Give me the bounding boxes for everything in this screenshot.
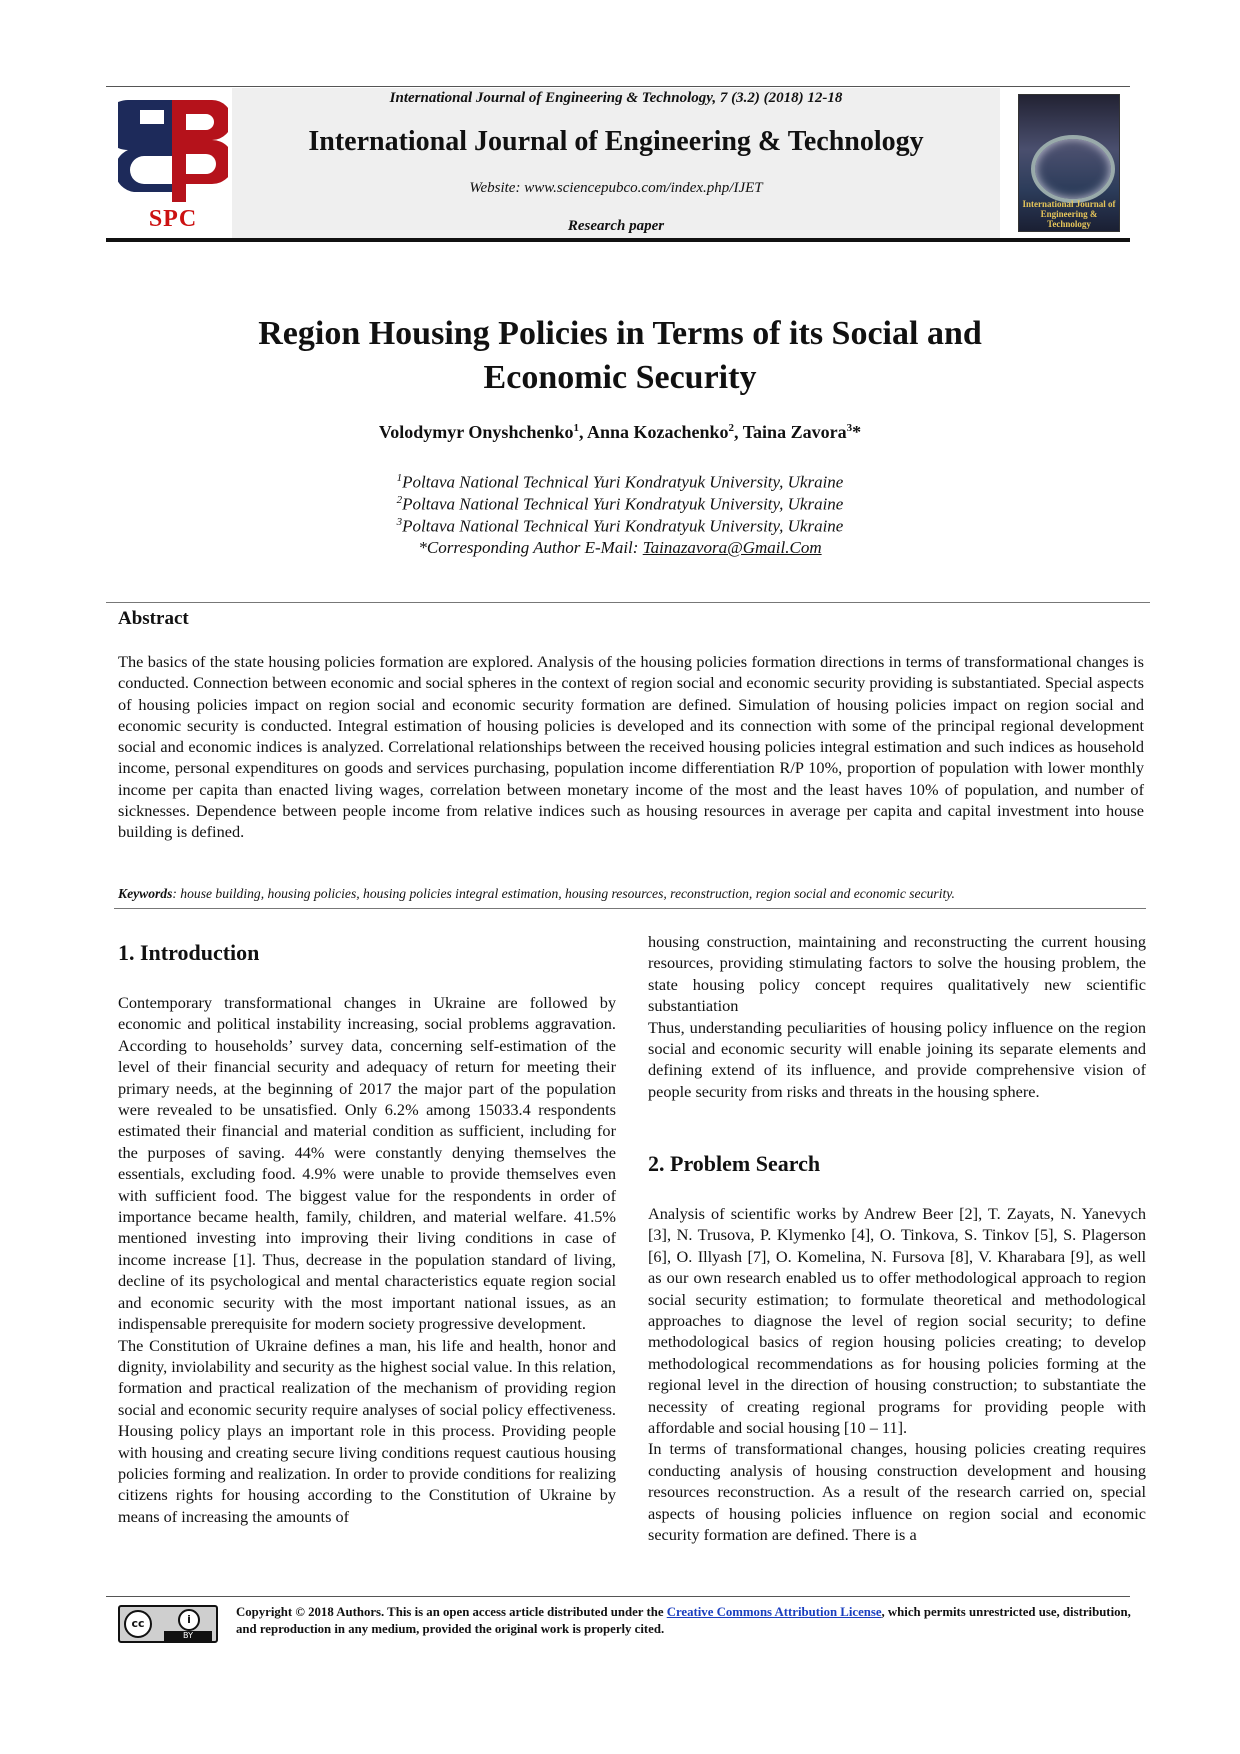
cc-icon: cc — [124, 1610, 152, 1638]
corresponding-label: *Corresponding Author E-Mail: — [418, 538, 643, 557]
title-line-1: Region Housing Policies in Terms of its Social and — [258, 315, 982, 352]
affiliation-text: Poltava National Technical Yuri Kondratyuk University, Ukraine — [402, 516, 844, 536]
author-separator: , — [734, 422, 743, 442]
cover-graphic — [1031, 135, 1115, 203]
author-mark: 3 — [846, 422, 853, 434]
header-bottom-rule — [106, 238, 1130, 242]
problem-paragraph-2: In terms of transformational changes, housing policies creating requires conducting analysis of housing construction development and housing resources reconstruction. As a result of the research carried on, special aspects of housing policies influence on region social and economic security formation are defined. There is a — [648, 1439, 1146, 1545]
intro-paragraph-1: Contemporary transformational changes in Ukraine are followed by economic and political instability increasing, social problems aggravation. According to households’ survey data, concerning self-estimation of the level of their financial security and adequacy of return for meeting their primary needs, at the beginning of 2017 the major part of the population were revealed to be unsatisfied. Only 6.2% among 15033.4 respondents estimated their financial and material condition as sufficient, including for the purposes of saving. 44% were constantly denying themselves the essentials, excluding food. 4.9% were unable to provide themselves even with sufficient food. The biggest value for the respondents in order of importance became health, family, children, and material welfare. 41.5% mentioned investing into improving their living conditions in case of income increase [1]. Thus, decrease in the population standard of living, decline of its psychological and mental characteristics equate region social and economic security with the most important national issues, as an indispensable prerequisite for modern society progressive development. — [118, 993, 616, 1334]
corresponding-email-link[interactable]: Tainazavora@Gmail.Com — [642, 538, 822, 557]
author-list — [140, 422, 1100, 443]
author-name: Taina Zavora — [742, 422, 847, 442]
cover-label: International Journal of Engineering & Technology — [1022, 199, 1116, 229]
license-link[interactable]: Creative Commons Attribution License — [666, 1605, 882, 1619]
right-column-bottom — [648, 1203, 1146, 1546]
by-label: BY — [164, 1631, 212, 1641]
copyright-text-end: , which permits unrestricted use, distribution, and reproduction in any medium, provided the original work is properly cited. — [236, 1605, 1131, 1636]
affiliation-mark: 2 — [396, 494, 403, 506]
attribution-icon: i — [178, 1609, 200, 1631]
intro-paragraph-3: Thus, understanding peculiarities of housing policy influence on the region social and economic security will enable joining its separate elements and defining extend of its influence, and provide comprehensive vision of people security from risks and threats in the housing sphere. — [648, 1017, 1146, 1101]
header-band — [232, 88, 1000, 238]
title-line-2: Economic Security — [483, 359, 757, 396]
journal-website: Website: www.sciencepubco.com/index.php/IJET — [469, 180, 763, 196]
author-name: Anna Kozachenko — [586, 422, 729, 442]
author-mark: 2 — [728, 422, 735, 434]
journal-cover-image — [1018, 94, 1120, 232]
intro-continued-paragraph: housing construction, maintaining and reconstructing the current housing resources, providing stimulating factors to solve the housing problem, the state housing policy concept requires qualitatively new scientific substantiation — [648, 932, 1146, 1016]
author-name: Volodymyr Onyshchenko — [378, 422, 574, 442]
section-heading-problem-search: 2. Problem Search — [648, 1151, 821, 1176]
affiliation — [140, 516, 1100, 537]
corresponding-author — [140, 538, 1100, 558]
paper-title — [140, 312, 1100, 400]
affiliation-mark: 1 — [396, 472, 403, 484]
cc-by-license-badge[interactable] — [118, 1605, 218, 1643]
header-top-rule — [106, 86, 1130, 87]
problem-paragraph-1: Analysis of scientific works by Andrew Beer [2], T. Zayats, N. Yanevych [3], N. Trusova, P. Klymenko [4], O. Tinkova, S. Tinkov [5], S. Plagerson [6], O. Illyash [7], O. Komelina, N. Fursova [8], V. Kharabara [9], as well as our own research enabled us to offer methodological approach to region social security estimation; to formulate theoretical and methodological approaches to diagnose the level of region social security; to define methodological basics of region housing policies creating; to develop methodological recommendations as for housing policies forming at the regional level in the direction of housing construction; to substantiate the necessity of creating regional programs for providing people with affordable and social housing [10 – 11]. — [648, 1204, 1146, 1438]
keywords — [118, 886, 1148, 902]
copyright-notice — [236, 1604, 1146, 1638]
affiliation-mark: 3 — [396, 516, 403, 528]
affiliation-text: Poltava National Technical Yuri Kondratyuk University, Ukraine — [402, 494, 844, 514]
intro-paragraph-2: The Constitution of Ukraine defines a man, his life and health, honor and dignity, inviolability and security as the highest social value. In this relation, formation and practical realization of the mechanism of providing region social and economic security require analyses of social policy effectiveness. Housing policy plays an important role in this process. Providing people with housing and creating secure living conditions request cautious housing policies forming and realization. In order to provide conditions for realizing citizens rights for housing according to the Constitution of Ukraine by means of increasing the amounts of — [118, 1335, 616, 1526]
abstract-top-rule — [106, 602, 1150, 603]
corresponding-star: * — [852, 422, 862, 442]
keywords-rule — [114, 908, 1146, 909]
paper-type: Research paper — [567, 218, 665, 234]
affiliation-text: Poltava National Technical Yuri Kondratyuk University, Ukraine — [402, 472, 844, 492]
abstract-body: The basics of the state housing policies formation are explored. Analysis of the housing policies formation directions in terms of transformational changes is conducted. Connection between economic and social spheres in the context of region social and economic security providing is substantiated. Special aspects of housing policies impact on region social and economic security formation are defined. Simulation of housing policies impact on region social and economic security is conducted. Integral estimation of housing policies is developed and its connection with some of the principal regional development social and economic indices is analyzed. Correlational relationships between the received housing policies integral estimation and such indices as household income, personal expenditures on goods and services purchasing, population income differentiation R/P 10%, proportion of population with lower monthly income per capita than enacted living wages, correlation between monetary income of the most and the least haves 10% of population, and number of sicknesses. Dependence between people income from relative indices such as housing resources in average per capita and capital investment into house building is defined. — [118, 652, 1144, 842]
keywords-label: Keywords — [118, 886, 173, 901]
left-column — [118, 992, 616, 1527]
logo-text: SPC — [148, 206, 198, 232]
abstract-heading: Abstract — [118, 608, 189, 629]
affiliation — [140, 472, 1100, 493]
right-column-top — [648, 931, 1146, 1102]
journal-citation: International Journal of Engineering & Technology, 7 (3.2) (2018) 12-18 — [389, 90, 843, 106]
section-heading-introduction: 1. Introduction — [118, 940, 260, 965]
keywords-text: : house building, housing policies, housing policies integral estimation, housing resources, reconstruction, region social and economic security. — [172, 886, 955, 901]
author-separator: , — [578, 422, 587, 442]
affiliation — [140, 494, 1100, 515]
journal-title: International Journal of Engineering & Technology — [308, 126, 924, 157]
author-mark: 1 — [573, 422, 579, 434]
footer-rule — [106, 1596, 1130, 1597]
copyright-text-start: Copyright © 2018 Authors. This is an open access article distributed under the — [236, 1605, 667, 1619]
